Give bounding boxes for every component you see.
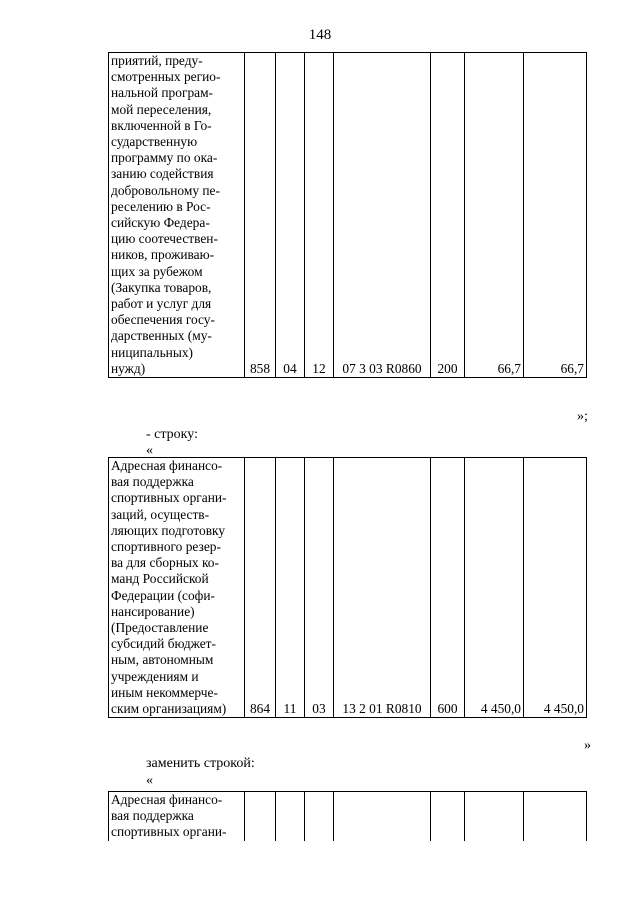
- close-quote: »;: [577, 409, 588, 424]
- page-number: 148: [308, 27, 332, 43]
- name-text-line: смотренных регио-: [111, 69, 221, 85]
- ministry-code: [245, 792, 276, 841]
- target-article-code: [334, 792, 431, 841]
- amount-year-2: [524, 792, 587, 841]
- name-text-line: нальной програм-: [111, 85, 214, 101]
- table-row: [109, 792, 587, 841]
- name-text-line: работ и услуг для: [111, 296, 212, 312]
- ministry-code: 864: [245, 458, 276, 718]
- name-text-line: приятий, преду-: [111, 53, 203, 68]
- name-text-line: вая поддержка: [111, 474, 194, 490]
- name-text-line: включенной в Го-: [111, 117, 212, 133]
- name-text-line: нужд): [111, 360, 146, 376]
- amount-year-2: 4 450,0: [524, 458, 587, 718]
- name-text-line: добровольному пе-: [111, 182, 220, 198]
- close-quote: »: [584, 738, 591, 753]
- expense-type-code: 200: [431, 53, 465, 378]
- target-article-code: 07 3 03 R0860: [334, 53, 431, 378]
- name-text-line: ным, автономным: [111, 652, 214, 668]
- name-text-line: вая поддержка: [111, 808, 194, 824]
- name-text-line: Адресная финансо-: [111, 792, 223, 807]
- subsection-code: [305, 792, 334, 841]
- budget-table-3: [108, 791, 587, 841]
- open-quote: «: [146, 443, 153, 458]
- budget-table-1: [108, 52, 587, 378]
- section-code: 04: [276, 53, 305, 378]
- name-text-line: спортивных органи-: [111, 824, 227, 840]
- line-item-name: [111, 458, 242, 717]
- target-article-code: 13 2 01 R0810: [334, 458, 431, 718]
- amount-year-2: 66,7: [524, 53, 587, 378]
- name-text-line: ников, проживаю-: [111, 247, 215, 263]
- line-item-name: [111, 53, 242, 377]
- name-text-line: сударственную: [111, 134, 198, 150]
- name-text-line: сийскую Федера-: [111, 215, 210, 231]
- expense-type-code: [431, 792, 465, 841]
- amount-year-1: 4 450,0: [465, 458, 524, 718]
- subsection-code: 03: [305, 458, 334, 718]
- name-text-line: программу по ока-: [111, 150, 218, 166]
- instruction-label: заменить строкой:: [146, 756, 255, 771]
- ministry-code: 858: [245, 53, 276, 378]
- expense-type-code: 600: [431, 458, 465, 718]
- name-text-line: заций, осуществ-: [111, 506, 210, 522]
- name-text-line: цию соотечествен-: [111, 231, 218, 247]
- name-text-line: ва для сборных ко-: [111, 555, 219, 571]
- instruction-label: - строку:: [146, 427, 198, 442]
- amount-year-1: 66,7: [465, 53, 524, 378]
- name-text-line: обеспечения госу-: [111, 312, 215, 328]
- name-text-line: спортивного резер-: [111, 539, 221, 555]
- name-text-line: (Предоставление: [111, 620, 209, 636]
- table-row: [109, 458, 587, 718]
- name-text-line: (Закупка товаров,: [111, 279, 212, 295]
- name-text-line: занию содействия: [111, 166, 214, 182]
- name-text-line: иным некоммерче-: [111, 684, 218, 700]
- section-code: [276, 792, 305, 841]
- name-text-line: щих за рубежом: [111, 263, 203, 279]
- name-text-line: Адресная финансо-: [111, 458, 223, 473]
- name-text-line: манд Российской: [111, 571, 209, 587]
- line-item-name-cell: [109, 792, 245, 841]
- section-code: 11: [276, 458, 305, 718]
- name-text-line: субсидий бюджет-: [111, 636, 216, 652]
- name-text-line: учреждениям и: [111, 668, 199, 684]
- name-text-line: ским организациям): [111, 701, 227, 717]
- name-text-line: ляющих подготовку: [111, 522, 226, 538]
- subsection-code: 12: [305, 53, 334, 378]
- name-text-line: спортивных органи-: [111, 490, 227, 506]
- line-item-name-cell: [109, 458, 245, 718]
- line-item-name-cell: [109, 53, 245, 378]
- name-text-line: ниципальных): [111, 344, 193, 360]
- table-row: [109, 53, 587, 378]
- name-text-line: мой переселения,: [111, 101, 212, 117]
- name-text-line: нансирование): [111, 603, 195, 619]
- line-item-name: [111, 792, 242, 841]
- budget-table-2: [108, 457, 587, 718]
- name-text-line: Федерации (софи-: [111, 587, 215, 603]
- name-text-line: реселению в Рос-: [111, 198, 211, 214]
- open-quote: «: [146, 773, 153, 788]
- amount-year-1: [465, 792, 524, 841]
- name-text-line: дарственных (му-: [111, 328, 212, 344]
